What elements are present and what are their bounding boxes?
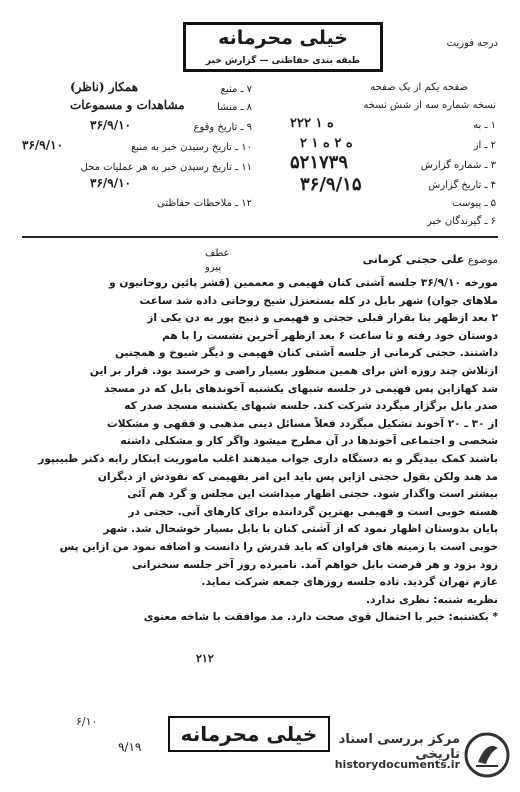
archive-logo-icon [464,732,510,778]
body-line: ازتلاش چند روزه اش برای همین منظور بسیار راضی و خرسند بود. قرار بر این [89,364,498,377]
handwritten-date-2: ۹/۱۹ [118,740,142,754]
from-label: ۲ ـ از [473,140,496,151]
source-value: همکار (ناظر) [70,80,139,94]
occurrence-date-label: ۹ ـ تاریخ وقوع [193,122,252,133]
body-line: صدر بابل برگزار میگردد شرکت کند. جلسه شبهای یکشنبه مسجد صدر که [124,400,498,413]
subject-value: علی حجتی کرمانی [362,253,465,266]
follow-up-label: پیرو [205,262,222,273]
body-line: باشند کمک بیدیگر و به دستگاه داری جواب میدهند اغلب ماموریت ابتکار رابه دکتر طبیبپور [38,452,498,465]
body-line: از ۳۰ ـ ۲۰ آخوند تشکیل میگردد فعلاً مسائل دینی مذهبی و فقهی و مشکلات [107,417,498,430]
archive-watermark [332,728,512,784]
attachment-label: ۵ ـ پیوست [452,198,496,209]
report-number-value: ۵۲۱۷۳۹ [290,152,349,173]
received-by-source-label: ۱۰ ـ تاریخ رسیدن خبر به منبع [130,142,252,153]
stamp-title: خیلی محرمانه [218,27,348,49]
received-by-ops-label: ۱۱ ـ تاریخ رسیدن خبر به هر عملیات محل [80,162,252,173]
page-number: ۲۱۲ [196,652,214,665]
subject-label: موضوع [467,255,498,266]
body-line: هسته خوبی است و فهیمی بهترین گرداننده برای کارهای آتی. حجتی در [128,505,498,518]
occurrence-date-value: ۳۶/۹/۱۰ [90,118,131,132]
header-divider [22,236,498,238]
body-line: عازم تهران گردید. تاده جلسه روزهای جمعه شرکت نماید. [201,576,498,589]
report-date-label: ۴ ـ تاریخ گزارش [428,180,496,191]
body-line: داشتند. حجتی کرمانی از جلسه آشتی کنان فهیمی و دیگر شیوخ و همچنین [114,347,498,360]
body-line: دوستان خود رفته و تا ساعت ۶ بعد ازظهر آخرین نشست را با هم [162,329,498,342]
watermark-url: historydocuments.ir [334,758,460,771]
body-line: پایان بدوستان اظهار نمود که از آشتی کنان با بابل بسیار خوشحال شد. شهر [103,523,498,536]
body-line: ۲ بعد ازظهر بنا بقرار قبلی حجتی و فهیمی و ذبیح پور به دن یکی از [147,312,498,325]
origin-label: ۸ ـ منشا [216,102,252,113]
security-notes-label: ۱۲ ـ ملاحظات حفاظتی [157,198,252,209]
body-line: بیشتر است واگذار شود. حجتی اظهار میداشت این مجلس و گرد هم آئی [127,488,498,501]
received-by-source-value: ۳۶/۹/۱۰ [22,138,63,152]
body-line: زود بزود و هر فرصت بابل خواهم آمد. نامبرده روز آخر جلسه سخنرانی [132,558,498,571]
subject-line [363,253,498,266]
body-line: نظریه شنبه: نظری ندارد. [366,593,498,606]
body-line: خوبی است با زمینه های فراوان که باید قدرش را دانست و اضافه نمود من ازاین پس [59,540,498,553]
body-line: مورخه ۳۶/۹/۱۰ جلسه آشتی کنان فهیمی و معممین (قشر پائین روحانیون و [109,277,498,289]
body-line: مد هند ولکن بقول حجتی ازاین پس باید این امر بفهیمی که نفوذش از دیگران [97,470,498,483]
to-value: ۲۲۲ ه ۱ [290,116,334,131]
classification-label: درجه فوریت [446,38,498,49]
received-by-ops-value: ۳۶/۹/۱۰ [90,176,131,190]
page-count-label: صفحه یکم از یک صفحه [370,82,468,93]
body-line: * یکشنبه: خبر با احتمال قوی صحت دارد. مد موافقت با شاخه معنوی [143,611,498,624]
top-classification-stamp [183,22,383,72]
to-label: ۱ ـ به [473,120,496,131]
origin-value: مشاهدات و مسموعات [70,98,185,112]
body-line: شد کهازاین پس فهیمی در جلسه شبهای یکشنبه آخوندهای بابل که در مسجد [104,382,498,395]
body-line: شخصی و اجتماعی آخوندها در آن مطرح میشود واگر کار و مشکلی داشته [120,435,498,448]
from-value: ۲ ه ۲ ه ۱ [300,136,353,151]
copy-count-label: نسخه شماره سه از شش نسخه [363,100,496,111]
bottom-classification-stamp: خیلی محرمانه [168,716,330,752]
source-label: ۷ ـ منبع [220,84,252,95]
report-number-label: ۳ ـ شماره گزارش [420,160,496,171]
report-body [22,275,498,627]
handwritten-date: ۶/۱۰ [76,715,98,728]
watermark-title: مرکز بررسی اسناد تاریخی [338,732,460,762]
report-date-value: ۳۶/۹/۱۵ [300,174,362,195]
body-line: ملاهای جوان) شهر بابل در کله بستعنزل شیخ روحانی داده شد ساعت [139,294,498,307]
stamp-subtitle: طبقه بندی حفاظتی — گزارش خبر [205,56,361,66]
reference-label: عطف [205,248,230,259]
recipients-label: ۶ ـ گیرندگان خبر [426,216,496,227]
